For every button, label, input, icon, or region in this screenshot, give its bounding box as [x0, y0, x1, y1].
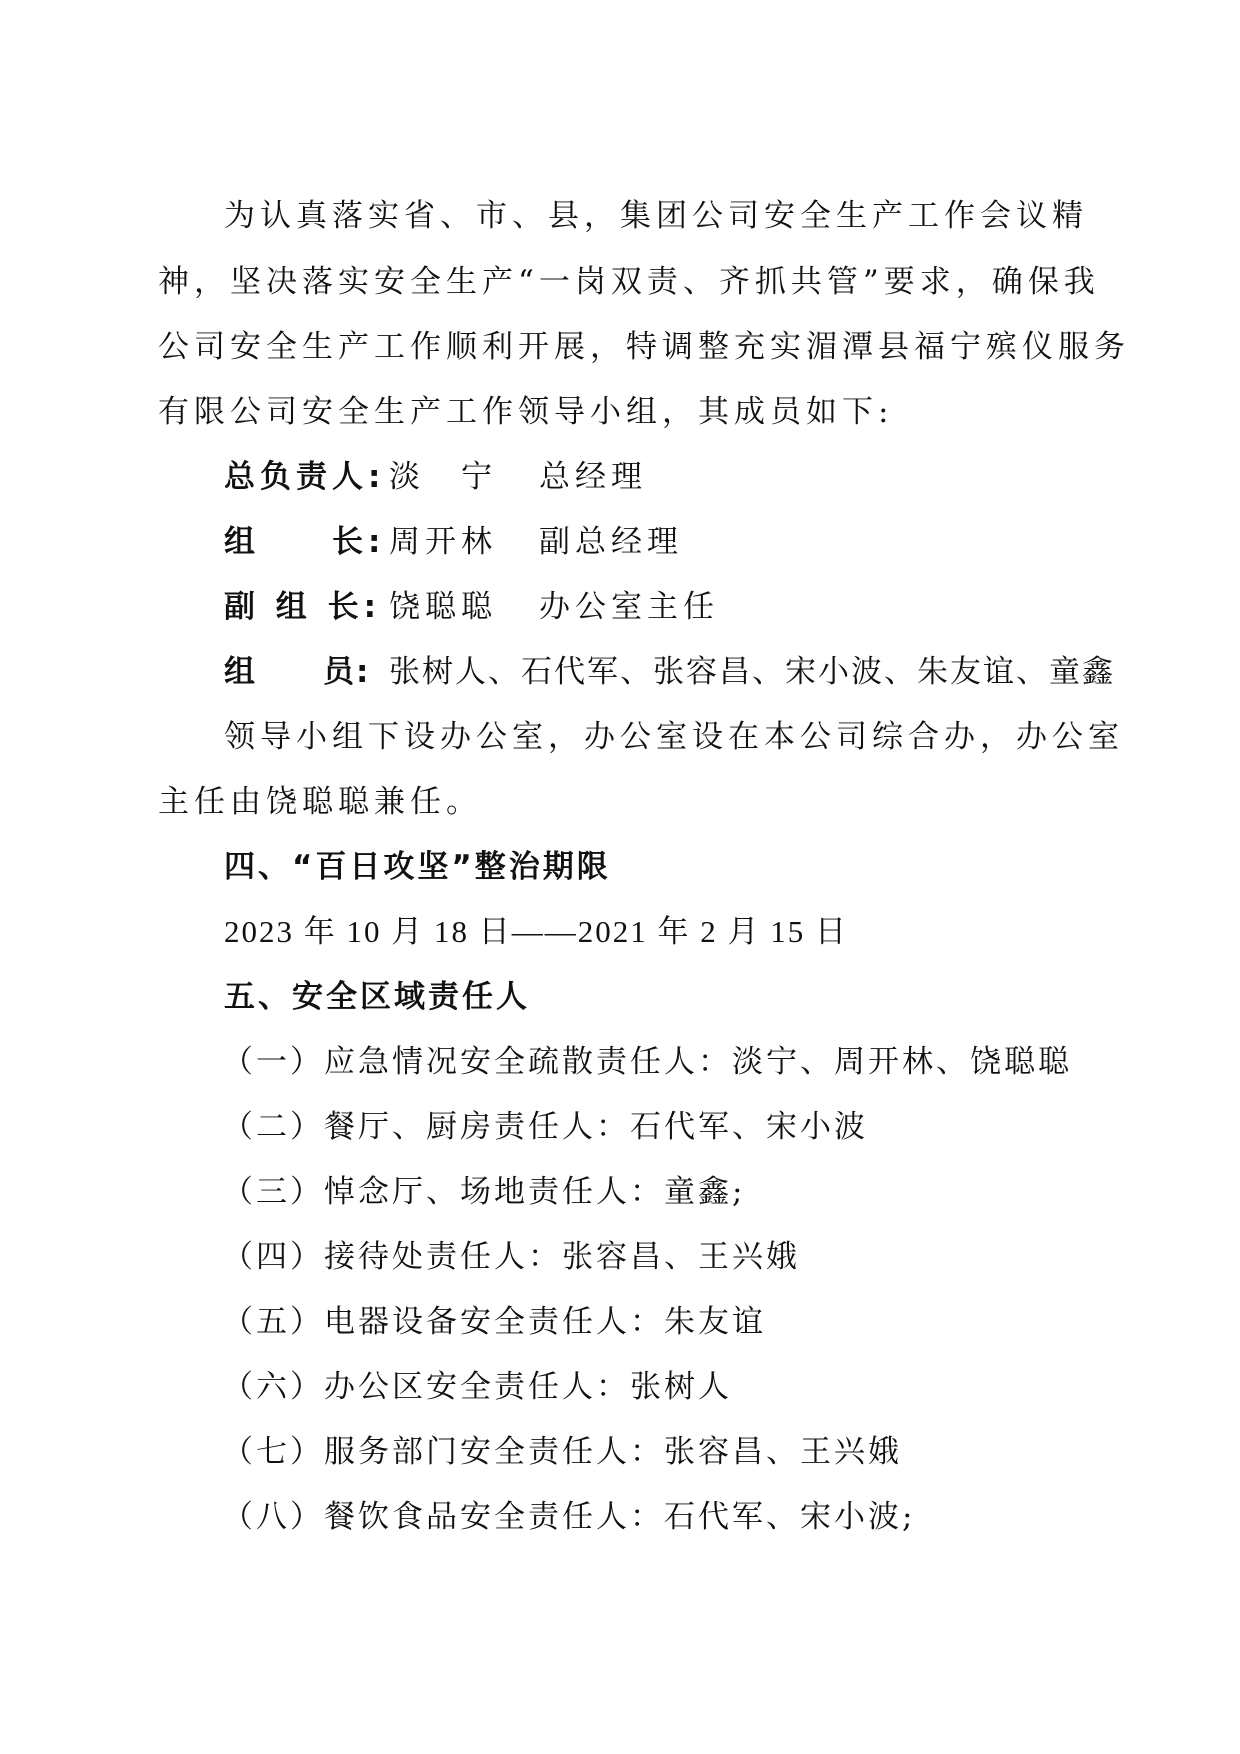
leader-row — [224, 652, 1115, 692]
leader-label: 组 长: — [224, 524, 386, 560]
responsibility-item: （一）应急情况安全疏散责任人：淡宁、周开林、饶聪聪 — [222, 1044, 1072, 1080]
section-4-date-range: 2023 年 10 月 18 日——2021 年 2 月 15 日 — [224, 914, 848, 949]
leader-role: 副总经理 — [539, 524, 683, 560]
leader-name: 淡 宁 — [389, 459, 497, 495]
leader-role: 总经理 — [539, 459, 647, 495]
leader-row — [224, 522, 683, 562]
responsibility-item: （二）餐厅、厨房责任人：石代军、宋小波 — [222, 1109, 868, 1145]
member-names: 张树人、石代军、张容昌、宋小波、朱友谊、童鑫 — [389, 654, 1115, 690]
leader-name: 饶聪聪 — [389, 589, 497, 625]
leader-row — [224, 587, 719, 627]
office-line-2: 主任由饶聪聪兼任。 — [158, 784, 482, 820]
intro-line-1: 为认真落实省、市、县，集团公司安全生产工作会议精 — [224, 198, 1088, 234]
responsibility-item: （三）悼念厅、场地责任人：童鑫; — [222, 1174, 746, 1210]
leader-label: 副 组 长: — [224, 589, 381, 625]
responsibility-item: （七）服务部门安全责任人：张容昌、王兴娥 — [222, 1434, 902, 1470]
intro-line-4: 有限公司安全生产工作领导小组，其成员如下: — [158, 394, 894, 430]
intro-line-3: 公司安全生产工作顺利开展，特调整充实湄潭县福宁殡仪服务 — [158, 329, 1130, 365]
leader-row — [224, 457, 647, 497]
section-4-heading: 四、“百日攻坚”整治期限 — [224, 849, 611, 885]
responsibility-item: （五）电器设备安全责任人：朱友谊 — [222, 1304, 766, 1340]
responsibility-item: （六）办公区安全责任人：张树人 — [222, 1369, 732, 1405]
office-line-1: 领导小组下设办公室，办公室设在本公司综合办，办公室 — [224, 719, 1124, 755]
leader-role: 办公室主任 — [539, 589, 719, 625]
section-5-heading: 五、安全区域责任人 — [224, 979, 530, 1015]
leader-label: 总负责人: — [224, 459, 386, 495]
intro-line-2: 神，坚决落实安全生产“一岗双责、齐抓共管”要求，确保我 — [158, 264, 1100, 300]
responsibility-item: （八）餐饮食品安全责任人：石代军、宋小波; — [222, 1499, 916, 1535]
leader-label: 组 员: — [224, 654, 371, 690]
leader-name: 周开林 — [389, 524, 497, 560]
responsibility-item: （四）接待处责任人：张容昌、王兴娥 — [222, 1239, 800, 1275]
